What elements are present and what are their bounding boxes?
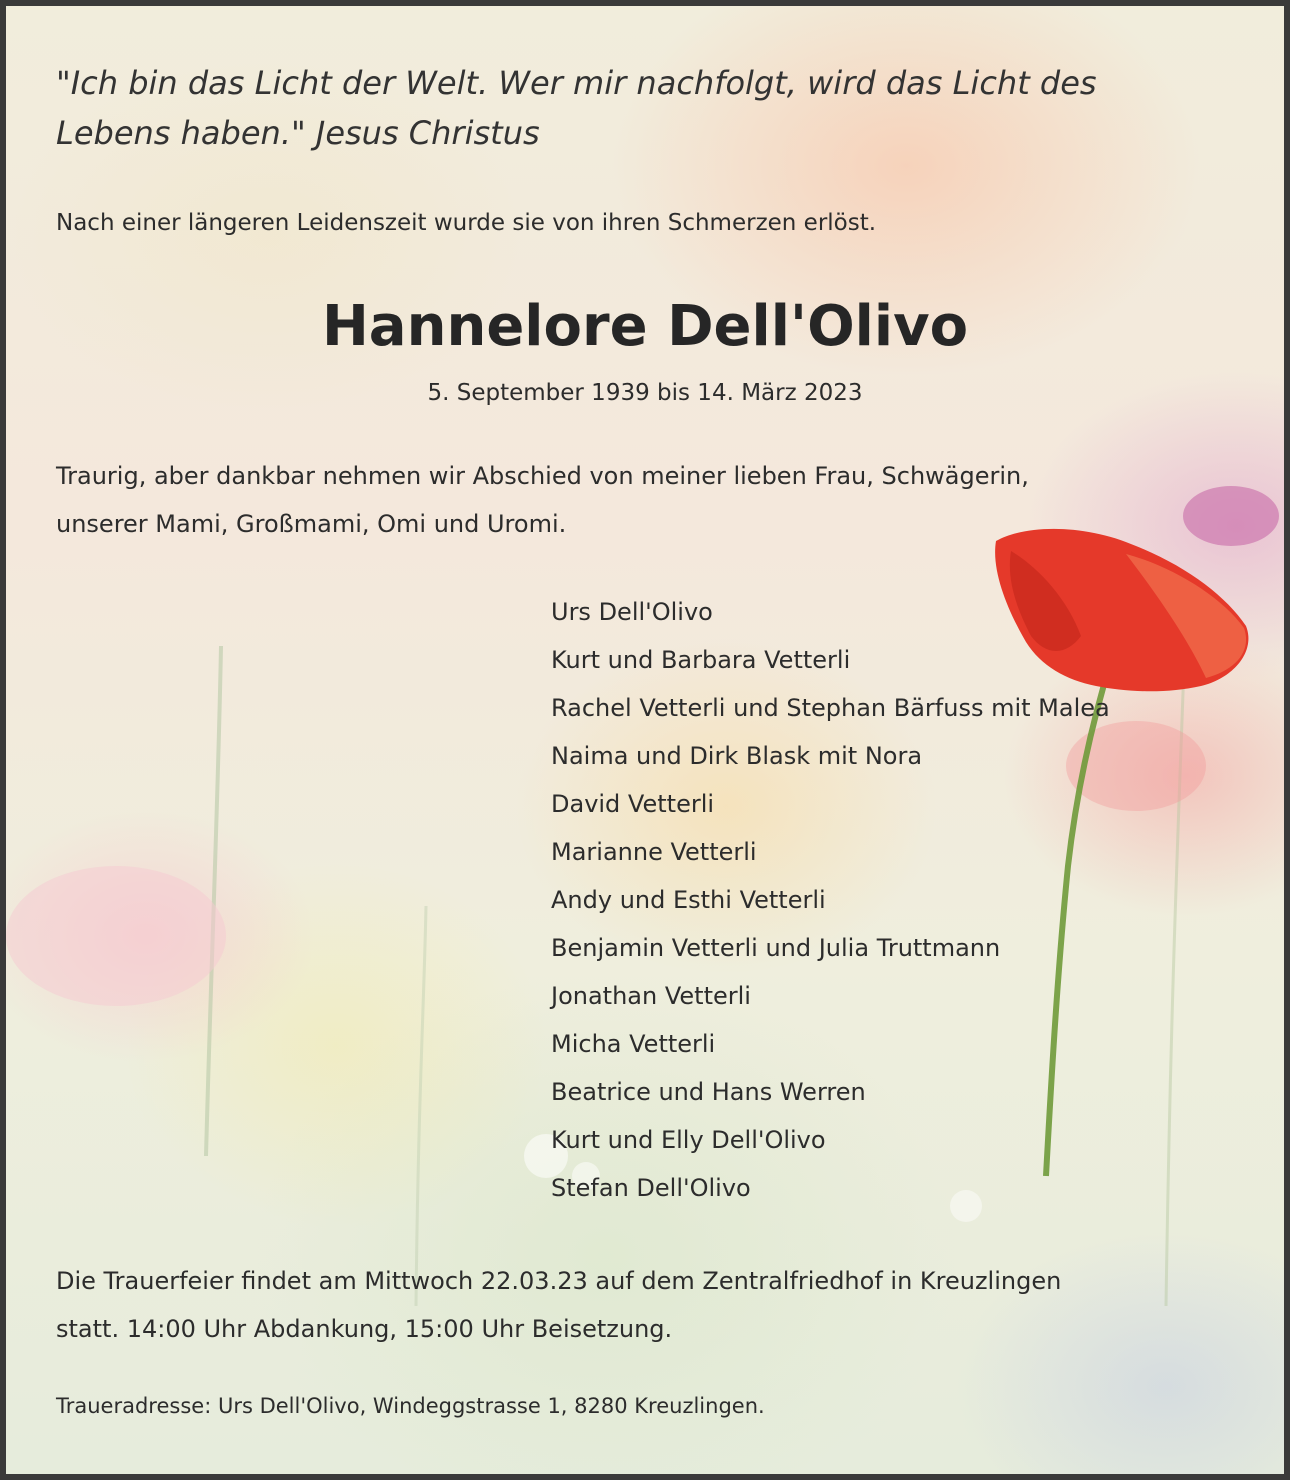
mourning-address: Traueradresse: Urs Dell'Olivo, Windeggstrasse 1, 8280 Kreuzlingen. <box>56 1394 765 1418</box>
mourner-name: David Vetterli <box>551 790 715 818</box>
life-dates: 5. September 1939 bis 14. März 2023 <box>427 380 863 406</box>
ceremony-line-2: statt. 14:00 Uhr Abdankung, 15:00 Uhr Beisetzung. <box>56 1315 673 1343</box>
mourner-name: Micha Vetterli <box>551 1030 716 1058</box>
mourner-name: Benjamin Vetterli und Julia Truttmann <box>551 934 1001 962</box>
mourner-name: Rachel Vetterli und Stephan Bärfuss mit Malea <box>551 694 1110 722</box>
mourner-name: Naima und Dirk Blask mit Nora <box>551 742 923 770</box>
farewell-line-2: unserer Mami, Großmami, Omi und Uromi. <box>56 510 567 538</box>
bible-quote-line-1: "Ich bin das Licht der Welt. Wer mir nachfolgt, wird das Licht des <box>56 64 1097 102</box>
mourner-name: Jonathan Vetterli <box>551 982 751 1010</box>
mourner-name: Kurt und Elly Dell'Olivo <box>551 1126 826 1154</box>
farewell-text <box>56 452 1029 548</box>
mourner-name: Stefan Dell'Olivo <box>551 1174 751 1202</box>
bible-quote <box>56 58 1097 158</box>
mourner-name: Urs Dell'Olivo <box>551 598 713 626</box>
farewell-line-1: Traurig, aber dankbar nehmen wir Abschied von meiner lieben Frau, Schwägerin, <box>56 462 1029 490</box>
deceased-name: Hannelore Dell'Olivo <box>321 294 969 359</box>
mourner-name: Kurt und Barbara Vetterli <box>551 646 851 674</box>
ceremony-line-1: Die Trauerfeier findet am Mittwoch 22.03.23 auf dem Zentralfriedhof in Kreuzlingen <box>56 1267 1062 1295</box>
mourner-name: Marianne Vetterli <box>551 838 757 866</box>
bible-quote-line-2: Lebens haben." Jesus Christus <box>56 114 540 152</box>
mourner-name: Beatrice und Hans Werren <box>551 1078 866 1106</box>
mourners-list <box>551 588 1110 1212</box>
intro-text: Nach einer längeren Leidenszeit wurde sie von ihren Schmerzen erlöst. <box>56 210 877 236</box>
mourner-name: Andy und Esthi Vetterli <box>551 886 826 914</box>
funeral-ceremony-text <box>56 1257 1061 1353</box>
